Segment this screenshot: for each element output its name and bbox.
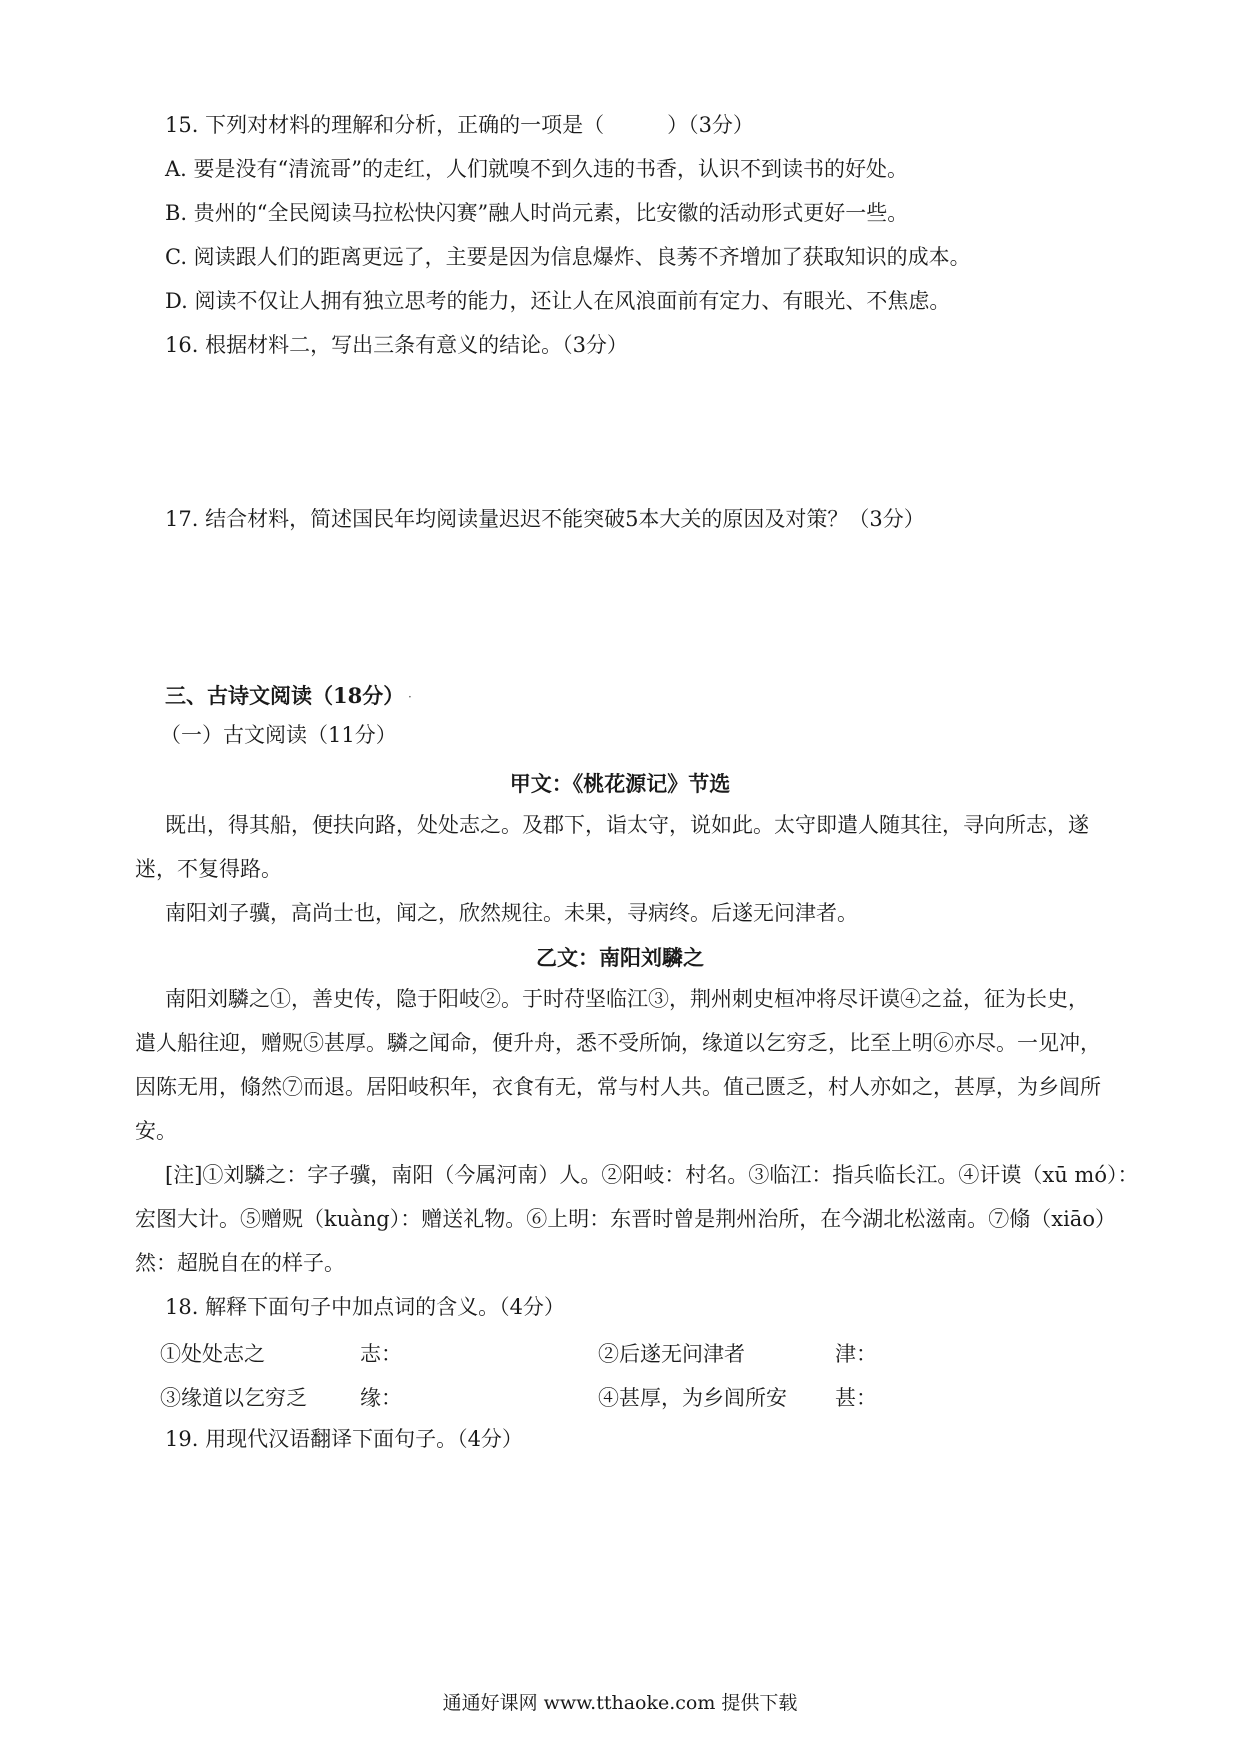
- passage-a-line-3: 南阳刘子骥，高尚士也，闻之，欣然规往。未果，寻病终。后遂无问津者。: [165, 901, 858, 925]
- passage-b-title: 乙文：南阳刘驎之: [536, 945, 704, 970]
- q15-stem: 15. 下列对材料的理解和分析，正确的一项是（ ）（3分）: [165, 113, 754, 137]
- q15-option-b: B. 贵州的“全民阅读马拉松快闪赛”融人时尚元素，比安徽的活动形式更好一些。: [165, 201, 909, 225]
- section3-subheading: （一）古文阅读（11分）: [160, 723, 397, 747]
- passage-b-line-1: 南阳刘驎之①，善史传，隐于阳岐②。于时苻坚临江③，荆州刺史桓冲将尽讦谟④之益，征为长史，: [165, 987, 1089, 1011]
- section3-heading: 三、古诗文阅读（18分）: [165, 683, 405, 708]
- q18-item-2-sentence: ②后遂无问津者: [598, 1342, 745, 1366]
- q18-item-4-sentence: ④甚厚，为乡闾所安: [598, 1386, 787, 1410]
- q18-item-4-word: 甚：: [835, 1386, 877, 1410]
- q17-stem: 17. 结合材料，简述国民年均阅读量迟迟不能突破5本大关的原因及对策？（3分）: [165, 507, 925, 531]
- q19-stem: 19. 用现代汉语翻译下面句子。（4分）: [165, 1427, 523, 1451]
- notes-line-1: [注]①刘驎之：字子骥，南阳（今属河南）人。②阳岐：村名。③临江：指兵临长江。④讦谟（xū mó）：: [165, 1163, 1139, 1187]
- passage-b-line-2: 遣人船往迎，赠贶⑤甚厚。驎之闻命，便升舟，悉不受所饷，缘道以乞穷乏，比至上明⑥亦尽。一见冲，: [135, 1031, 1101, 1055]
- q16-stem: 16. 根据材料二，写出三条有意义的结论。（3分）: [165, 333, 628, 357]
- q15-option-a: A. 要是没有“清流哥”的走红，人们就嗅不到久违的书香，认识不到读书的好处。: [165, 157, 908, 181]
- notes-line-2: 宏图大计。⑤赠贶（kuàng）：赠送礼物。⑥上明：东晋时曾是荆州治所，在今湖北松滋南。⑦翛（xiāo）: [135, 1207, 1116, 1231]
- page-footer: 通通好课网 www.tthaoke.com 提供下载: [442, 1692, 798, 1714]
- q18-item-2-word: 津：: [835, 1342, 877, 1366]
- q18-item-3-word: 缘：: [360, 1386, 402, 1410]
- passage-a-title: 甲文：《桃花源记》节选: [509, 771, 731, 796]
- q18-item-1-word: 志：: [360, 1342, 402, 1366]
- q15-option-c: C. 阅读跟人们的距离更远了，主要是因为信息爆炸、良莠不齐增加了获取知识的成本。: [165, 245, 971, 269]
- q15-option-d: D. 阅读不仅让人拥有独立思考的能力，还让人在风浪面前有定力、有眼光、不焦虑。: [165, 289, 951, 313]
- passage-a-line-2: 迷，不复得路。: [135, 857, 282, 881]
- stray-dot: ·: [408, 690, 412, 704]
- notes-line-3: 然：超脱自在的样子。: [135, 1251, 345, 1275]
- passage-a-line-1: 既出，得其船，便扶向路，处处志之。及郡下，诣太守，说如此。太守即遣人随其往，寻向所志，遂: [165, 813, 1089, 837]
- passage-b-line-4: 安。: [135, 1119, 177, 1143]
- q18-item-3-sentence: ③缘道以乞穷乏: [160, 1386, 307, 1410]
- passage-b-line-3: 因陈无用，翛然⑦而退。居阳岐积年，衣食有无，常与村人共。值己匮乏，村人亦如之，甚厚，为乡闾所: [135, 1075, 1101, 1099]
- q18-item-1-sentence: ①处处志之: [160, 1342, 265, 1366]
- q18-stem: 18. 解释下面句子中加点词的含义。（4分）: [165, 1295, 565, 1319]
